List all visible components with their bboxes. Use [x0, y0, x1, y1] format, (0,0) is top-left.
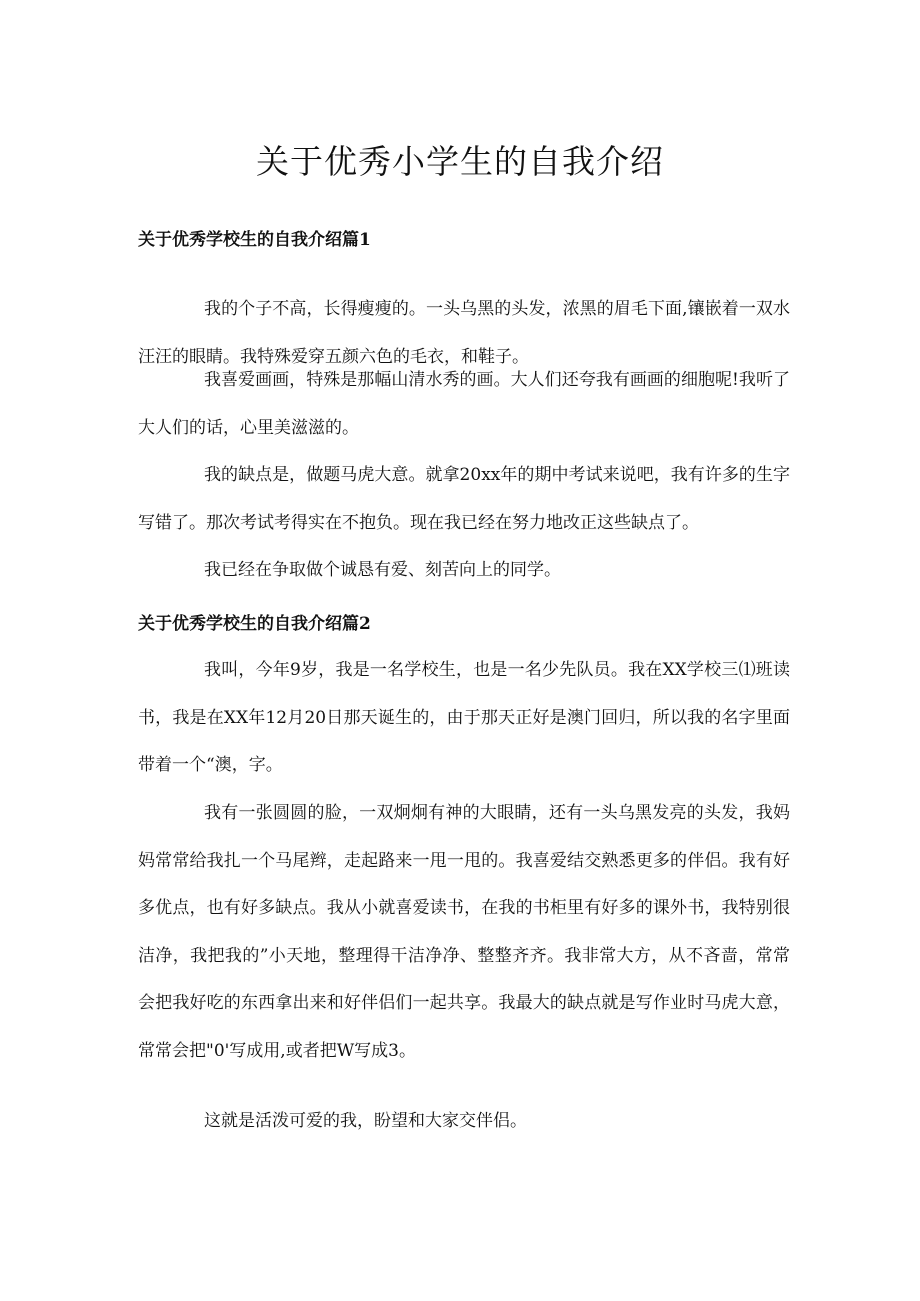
section-1-paragraph-3: 我的缺点是，做题马虎大意。就拿20xx年的期中考试来说吧，我有许多的生字写错了。那次考试考得实在不抱负。现在我已经在努力地改正这些缺点了。 — [138, 465, 790, 533]
section-2-paragraph-3: 这就是活泼可爱的我，盼望和大家交伴侣。 — [204, 1111, 527, 1131]
document-title: 关于优秀小学生的自我介绍 — [256, 142, 664, 181]
section-1-heading: 关于优秀学校生的自我介绍篇1 — [138, 230, 371, 250]
section-2-heading: 关于优秀学校生的自我介绍篇2 — [138, 614, 371, 634]
section-1-paragraph-2: 我喜爱画画，特殊是那幅山清水秀的画。大人们还夸我有画画的细胞呢!我听了大人们的话，心里美滋滋的。 — [138, 370, 790, 438]
section-1-paragraph-1: 我的个子不高，长得瘦瘦的。一头乌黑的头发，浓黑的眉毛下面,镶嵌着一双水汪汪的眼睛。我特殊爱穿五颜六色的毛衣，和鞋子。 — [138, 299, 790, 367]
section-2-paragraph-2: 我有一张圆圆的脸，一双炯炯有神的大眼睛，还有一头乌黑发亮的头发，我妈妈常常给我扎一个马尾辫，走起路来一甩一甩的。我喜爱结交熟悉更多的伴侣。我有好多优点，也有好多缺点。我从小就喜爱读书，在我的书柜里有好多的课外书，我特别很洁净，我把我的”小天地，整理得干洁净净、整整齐齐。我非常大方，从不吝啬，常常会把我好吃的东西拿出来和好伴侣们一起共享。我最大的缺点就是写作业时马虎大意，常常会把"0'写成用,或者把W写成3。 — [138, 803, 790, 1061]
section-1-paragraph-4: 我已经在争取做个诚恳有爱、刻苦向上的同学。 — [204, 560, 561, 580]
section-2-paragraph-1: 我叫，今年9岁，我是一名学校生，也是一名少先队员。我在XX学校三⑴班读书，我是在XX年12月20日那天诞生的，由于那天正好是澳门回归，所以我的名字里面带着一个“澳，字。 — [138, 660, 790, 775]
